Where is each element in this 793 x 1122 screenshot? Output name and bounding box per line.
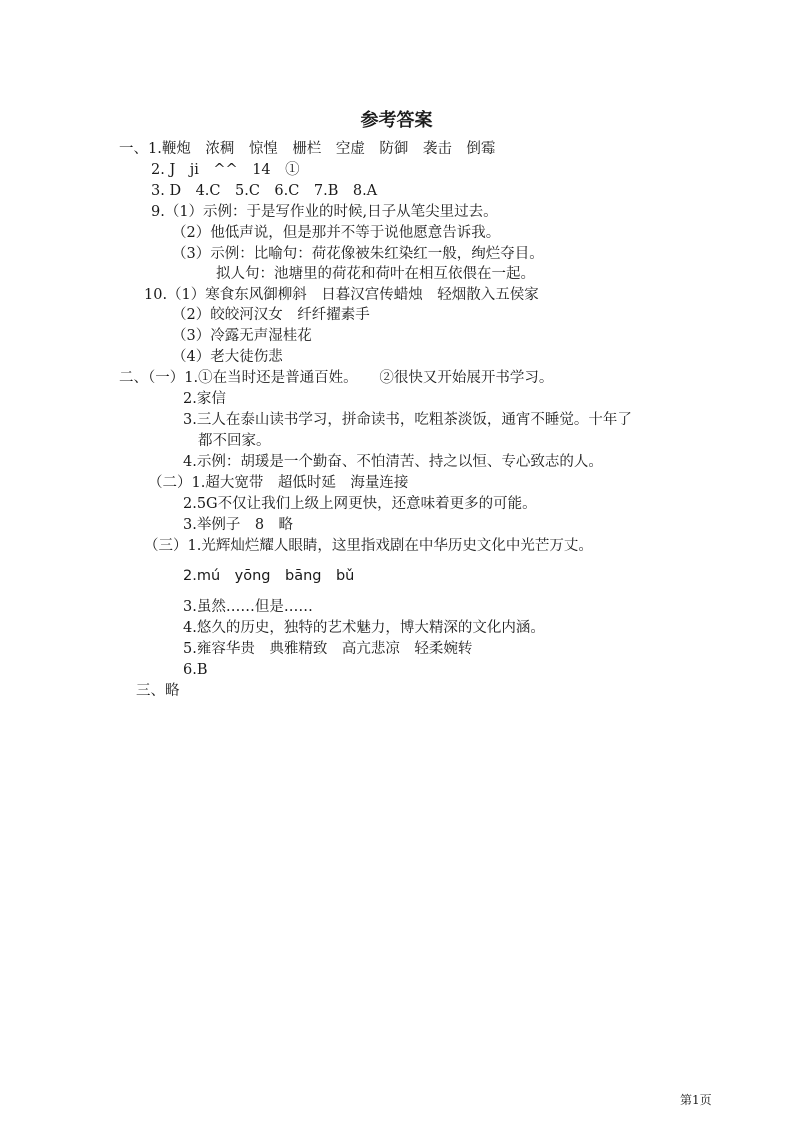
page-number: 第1页 (680, 1093, 712, 1107)
answer-line: （三）1.光辉灿烂耀人眼睛，这里指戏剧在中华历史文化中光芒万丈。 (144, 538, 593, 554)
answer-line: 10.（1）寒食东风御柳斜 日暮汉宫传蜡烛 轻烟散入五侯家 (144, 287, 539, 303)
answer-line: 3.虽然……但是…… (183, 599, 313, 615)
answer-line: 6.B (183, 662, 208, 678)
answer-line: 3.三人在泰山读书学习，拼命读书，吃粗茶淡饭，通宵不睡觉。十年了 (183, 412, 632, 428)
answer-line: 5.雍容华贵 典雅精致 高亢悲凉 轻柔婉转 (183, 641, 473, 657)
answer-line: 2.家信 (183, 391, 226, 407)
answer-line: （2）皎皎河汉女 纤纤擢素手 (172, 307, 370, 323)
answer-line: 4.示例：胡瑗是一个勤奋、不怕清苦、持之以恒、专心致志的人。 (183, 454, 603, 470)
answer-line: （二）1.超大宽带 超低时延 海量连接 (148, 475, 409, 491)
answer-line: 2.5G不仅让我们上级上网更快，还意味着更多的可能。 (183, 496, 537, 512)
page-title: 参考答案 (360, 110, 433, 131)
answer-line: 3.举例子 8 略 (183, 517, 294, 533)
answer-line: 二、（一）1.①在当时还是普通百姓。 ②很快又开始展开书学习。 (119, 370, 554, 386)
answer-line: 都不回家。 (198, 433, 271, 449)
answer-line: （4）老大徒伤悲 (172, 349, 283, 365)
pinyin-line: 2.mú yōng bāng bǔ (183, 568, 355, 584)
answer-line: 4.悠久的历史，独特的艺术魅力，博大精深的文化内涵。 (183, 620, 545, 636)
answer-line: （2）他低声说，但是那并不等于说他愿意告诉我。 (172, 225, 501, 241)
answer-line: 三、略 (136, 683, 180, 699)
answer-line: 9.（1）示例：于是写作业的时候,日子从笔尖里过去。 (151, 204, 498, 220)
answer-line: 拟人句：池塘里的荷花和荷叶在相互依偎在一起。 (216, 266, 535, 282)
answer-line: （3）示例：比喻句：荷花像被朱红染红一般，绚烂夺目。 (172, 246, 544, 262)
answer-line: （3）冷露无声湿桂花 (172, 328, 312, 344)
answer-line: 3. D 4.C 5.C 6.C 7.B 8.A (151, 183, 378, 199)
answer-line: 2. J ji ^^ 14 ① (151, 162, 300, 178)
answer-line: 一、1.鞭炮 浓稠 惊惶 栅栏 空虚 防御 袭击 倒霉 (119, 141, 496, 157)
